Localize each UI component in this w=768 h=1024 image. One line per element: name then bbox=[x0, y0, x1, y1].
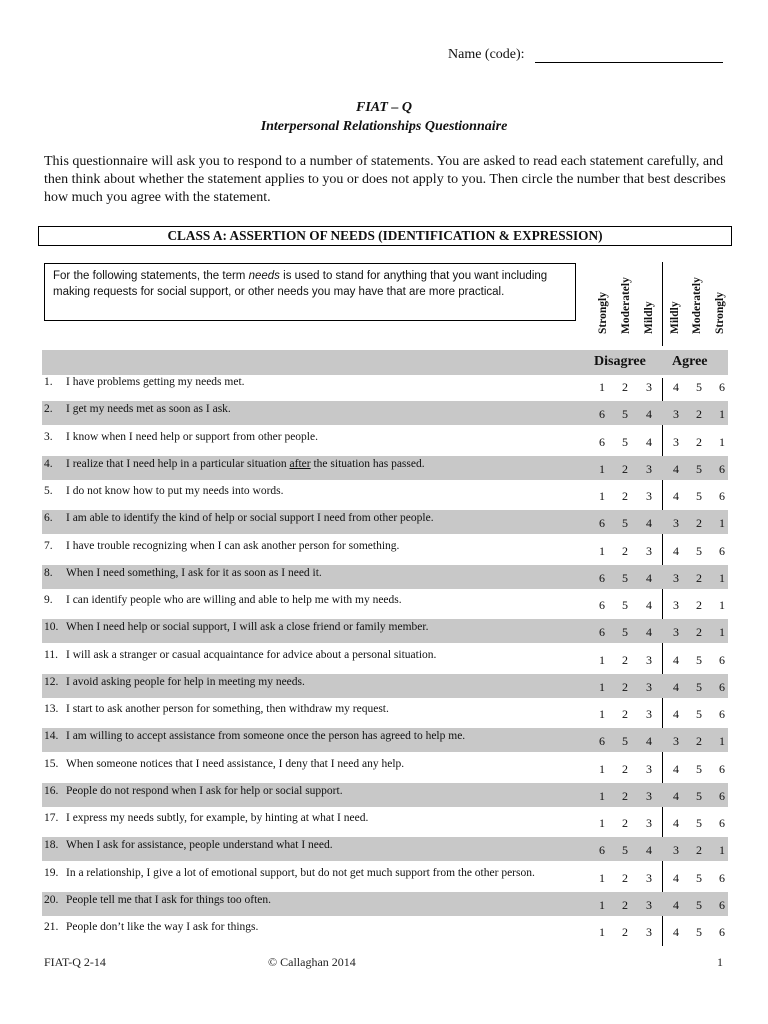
table-row bbox=[42, 538, 728, 562]
item-number: 7. bbox=[44, 539, 53, 552]
rating-option[interactable]: 4 bbox=[646, 516, 652, 531]
rating-option[interactable]: 2 bbox=[622, 652, 628, 667]
item-statement bbox=[44, 485, 284, 497]
rating-option[interactable]: 2 bbox=[696, 843, 702, 858]
table-row bbox=[42, 837, 728, 861]
rating-option[interactable]: 3 bbox=[673, 734, 679, 749]
rating-option[interactable]: 4 bbox=[673, 897, 679, 912]
rating-option[interactable]: 2 bbox=[622, 870, 628, 885]
rating-option[interactable]: 1 bbox=[599, 761, 605, 776]
table-row bbox=[42, 456, 728, 480]
table-row bbox=[42, 374, 728, 398]
rating-option[interactable]: 5 bbox=[622, 516, 628, 531]
rating-option[interactable]: 6 bbox=[719, 897, 725, 912]
rating-option[interactable]: 1 bbox=[719, 570, 725, 585]
rating-option[interactable]: 6 bbox=[599, 598, 605, 612]
item-text: I express my needs subtly, for example, by hinting at what I need. bbox=[66, 812, 369, 824]
rating-option[interactable]: 3 bbox=[673, 598, 679, 612]
rating-option[interactable]: 3 bbox=[646, 679, 652, 694]
rating-option[interactable]: 5 bbox=[696, 489, 702, 503]
rating-option[interactable]: 6 bbox=[599, 625, 605, 640]
name-code-label: Name (code): bbox=[448, 47, 525, 62]
item-text: I have problems getting my needs met. bbox=[66, 376, 245, 388]
rating-option[interactable]: 1 bbox=[599, 925, 605, 939]
rating-option[interactable]: 3 bbox=[673, 434, 679, 449]
rating-option[interactable]: 2 bbox=[622, 543, 628, 558]
rating-option[interactable]: 5 bbox=[696, 816, 702, 830]
rating-option[interactable]: 2 bbox=[622, 761, 628, 776]
item-text: I avoid asking people for help in meeting my needs. bbox=[66, 675, 305, 688]
table-row bbox=[42, 510, 728, 534]
rating-option[interactable]: 5 bbox=[696, 679, 702, 694]
agree-header: Agree bbox=[672, 354, 708, 369]
item-number: 17. bbox=[44, 812, 59, 824]
item-statement bbox=[44, 703, 389, 715]
footer-form-id: FIAT-Q 2-14 bbox=[44, 955, 106, 969]
item-text: I am willing to accept assistance from someone once the person has agreed to help me. bbox=[66, 730, 466, 743]
rating-option[interactable]: 6 bbox=[599, 516, 605, 531]
rating-option[interactable]: 2 bbox=[622, 679, 628, 694]
item-statement bbox=[44, 812, 368, 824]
item-number: 14. bbox=[44, 730, 59, 743]
rating-option[interactable]: 6 bbox=[719, 707, 725, 721]
rating-option[interactable]: 4 bbox=[673, 925, 679, 939]
item-number: 10. bbox=[44, 621, 59, 634]
item-statement bbox=[44, 431, 318, 443]
item-number: 16. bbox=[44, 784, 59, 797]
rating-option[interactable]: 4 bbox=[673, 652, 679, 667]
item-statement bbox=[44, 785, 343, 797]
item-statement bbox=[44, 567, 322, 579]
item-text: When I need help or social support, I will ask a close friend or family member. bbox=[66, 621, 429, 634]
item-statement bbox=[44, 594, 402, 606]
rating-option[interactable]: 6 bbox=[719, 925, 725, 939]
disagree-header: Disagree bbox=[594, 354, 646, 369]
rating-option[interactable]: 4 bbox=[673, 380, 679, 394]
rating-option[interactable]: 6 bbox=[719, 543, 725, 558]
section-title: CLASS A: ASSERTION OF NEEDS (IDENTIFICATION & EXPRESSION) bbox=[38, 226, 732, 246]
rating-option[interactable]: 5 bbox=[696, 543, 702, 558]
questionnaire-title: FIAT – Q bbox=[355, 100, 412, 115]
item-statement bbox=[44, 376, 245, 388]
rating-option[interactable]: 1 bbox=[719, 625, 725, 640]
item-text: When I need something, I ask for it as soon as I need it. bbox=[66, 566, 322, 579]
item-statement bbox=[44, 867, 535, 879]
rating-option[interactable]: 2 bbox=[622, 925, 628, 939]
table-row bbox=[42, 647, 728, 671]
rating-option[interactable]: 2 bbox=[696, 734, 702, 749]
rating-option[interactable]: 5 bbox=[622, 570, 628, 585]
rating-option[interactable]: 5 bbox=[696, 707, 702, 721]
rating-option[interactable]: 4 bbox=[646, 734, 652, 749]
rating-option[interactable]: 3 bbox=[673, 570, 679, 585]
item-number: 2. bbox=[44, 403, 53, 416]
rating-option[interactable]: 3 bbox=[646, 380, 652, 394]
rating-option[interactable]: 1 bbox=[599, 870, 605, 885]
item-text: When I ask for assistance, people understand what I need. bbox=[66, 839, 333, 852]
item-text: I do not know how to put my needs into words. bbox=[66, 485, 284, 497]
rating-option[interactable]: 6 bbox=[719, 788, 725, 803]
rating-option[interactable]: 6 bbox=[719, 870, 725, 885]
rating-option[interactable]: 4 bbox=[646, 570, 652, 585]
rating-option[interactable]: 5 bbox=[696, 380, 702, 394]
item-number: 12. bbox=[44, 675, 59, 688]
rating-option[interactable]: 4 bbox=[673, 761, 679, 776]
rating-option[interactable]: 5 bbox=[622, 734, 628, 749]
item-statement bbox=[44, 730, 465, 742]
rating-option[interactable]: 4 bbox=[646, 407, 652, 422]
rating-option[interactable]: 6 bbox=[719, 761, 725, 776]
item-number: 19. bbox=[44, 866, 59, 879]
rating-option[interactable]: 4 bbox=[673, 788, 679, 803]
rating-option[interactable]: 3 bbox=[646, 897, 652, 912]
table-row bbox=[42, 619, 728, 643]
rating-option[interactable]: 3 bbox=[646, 816, 652, 830]
page-number: 1 bbox=[717, 955, 723, 969]
table-row bbox=[42, 429, 728, 453]
table-row bbox=[42, 565, 728, 589]
rating-option[interactable]: 6 bbox=[719, 652, 725, 667]
rating-option[interactable]: 2 bbox=[622, 380, 628, 394]
item-number: 13. bbox=[44, 703, 59, 715]
item-statement bbox=[44, 458, 425, 470]
rating-option[interactable]: 3 bbox=[646, 652, 652, 667]
item-text: People do not respond when I ask for help or social support. bbox=[66, 784, 343, 797]
scale-label-moderately-disagree: Moderately bbox=[620, 277, 632, 334]
rating-option[interactable]: 1 bbox=[599, 707, 605, 721]
rating-option[interactable]: 5 bbox=[696, 870, 702, 885]
rating-option[interactable]: 2 bbox=[696, 625, 702, 640]
item-text: I am able to identify the kind of help or social support I need from other people. bbox=[66, 512, 434, 525]
rating-option[interactable]: 1 bbox=[719, 734, 725, 749]
rating-option[interactable]: 1 bbox=[599, 816, 605, 830]
table-row bbox=[42, 892, 728, 916]
table-row bbox=[42, 919, 728, 943]
rating-option[interactable]: 1 bbox=[599, 679, 605, 694]
rating-option[interactable]: 6 bbox=[599, 434, 605, 449]
item-statement bbox=[44, 540, 399, 552]
rating-option[interactable]: 1 bbox=[599, 380, 605, 394]
scale-label-strongly-agree: Strongly bbox=[714, 292, 726, 334]
rating-option[interactable]: 1 bbox=[719, 843, 725, 858]
table-row bbox=[42, 674, 728, 698]
scale-label-strongly-disagree: Strongly bbox=[597, 292, 609, 334]
table-row bbox=[42, 483, 728, 507]
item-text: People tell me that I ask for things too often. bbox=[66, 893, 272, 906]
needs-definition-box bbox=[44, 263, 576, 321]
item-number: 3. bbox=[44, 430, 53, 443]
item-number: 4. bbox=[44, 457, 53, 470]
rating-option[interactable]: 2 bbox=[622, 707, 628, 721]
rating-option[interactable]: 2 bbox=[696, 434, 702, 449]
rating-option[interactable]: 6 bbox=[719, 380, 725, 394]
rating-option[interactable]: 1 bbox=[599, 489, 605, 503]
rating-option[interactable]: 4 bbox=[673, 707, 679, 721]
item-statement bbox=[44, 758, 404, 770]
footer-copyright: © Callaghan 2014 bbox=[268, 955, 356, 969]
rating-option[interactable]: 4 bbox=[673, 543, 679, 558]
item-text: I start to ask another person for something, then withdraw my request. bbox=[66, 703, 389, 715]
rating-option[interactable]: 1 bbox=[719, 598, 725, 612]
scale-label-moderately-agree: Moderately bbox=[691, 277, 703, 334]
name-code-blank-line bbox=[535, 62, 723, 63]
rating-option[interactable]: 2 bbox=[696, 598, 702, 612]
item-number: 9. bbox=[44, 594, 53, 606]
rating-option[interactable]: 5 bbox=[696, 761, 702, 776]
rating-option[interactable]: 5 bbox=[622, 434, 628, 449]
table-row bbox=[42, 401, 728, 425]
table-row bbox=[42, 810, 728, 834]
item-number: 1. bbox=[44, 376, 53, 388]
item-text: I get my needs met as soon as I ask. bbox=[66, 403, 231, 416]
scale-label-mildly-agree: Mildly bbox=[669, 301, 681, 334]
rating-option[interactable]: 1 bbox=[599, 788, 605, 803]
rating-option[interactable]: 4 bbox=[646, 843, 652, 858]
item-text: I have trouble recognizing when I can ask another person for something. bbox=[66, 539, 400, 552]
rating-option[interactable]: 3 bbox=[646, 461, 652, 476]
rating-option[interactable]: 3 bbox=[673, 516, 679, 531]
item-statement bbox=[44, 403, 231, 415]
item-text: I can identify people who are willing and able to help me with my needs. bbox=[66, 594, 402, 606]
rating-option[interactable]: 6 bbox=[719, 816, 725, 830]
rating-option[interactable]: 4 bbox=[673, 489, 679, 503]
rating-option[interactable]: 4 bbox=[673, 461, 679, 476]
table-row bbox=[42, 783, 728, 807]
item-text: In a relationship, I give a lot of emotional support, but do not get much support from the other person. bbox=[66, 866, 535, 879]
rating-option[interactable]: 3 bbox=[646, 543, 652, 558]
rating-option[interactable]: 3 bbox=[673, 843, 679, 858]
rating-option[interactable]: 6 bbox=[599, 734, 605, 749]
rating-option[interactable]: 6 bbox=[599, 843, 605, 858]
item-text: I know when I need help or support from other people. bbox=[66, 430, 318, 443]
rating-option[interactable]: 1 bbox=[599, 897, 605, 912]
rating-option[interactable]: 6 bbox=[719, 489, 725, 503]
table-row bbox=[42, 756, 728, 780]
rating-option[interactable]: 3 bbox=[646, 489, 652, 503]
note-text-before: For the following statements, the term bbox=[53, 270, 249, 282]
table-row bbox=[42, 701, 728, 725]
rating-option[interactable]: 1 bbox=[719, 407, 725, 422]
rating-option[interactable]: 3 bbox=[673, 625, 679, 640]
rating-option[interactable]: 1 bbox=[719, 516, 725, 531]
questionnaire-subtitle: Interpersonal Relationships Questionnaire bbox=[260, 119, 508, 134]
rating-option[interactable]: 2 bbox=[622, 788, 628, 803]
rating-option[interactable]: 4 bbox=[646, 434, 652, 449]
note-term: needs bbox=[248, 270, 280, 282]
rating-option[interactable]: 1 bbox=[599, 652, 605, 667]
rating-option[interactable]: 6 bbox=[599, 407, 605, 422]
rating-option[interactable]: 3 bbox=[646, 870, 652, 885]
item-number: 20. bbox=[44, 893, 59, 906]
rating-option[interactable]: 5 bbox=[696, 652, 702, 667]
item-text: When someone notices that I need assistance, I deny that I need any help. bbox=[66, 757, 405, 770]
rating-option[interactable]: 3 bbox=[646, 761, 652, 776]
item-number: 21. bbox=[44, 921, 59, 933]
rating-option[interactable]: 2 bbox=[622, 897, 628, 912]
item-number: 18. bbox=[44, 839, 59, 852]
item-statement bbox=[44, 621, 428, 633]
table-row bbox=[42, 728, 728, 752]
item-text: People don’t like the way I ask for things. bbox=[66, 921, 259, 933]
rating-option[interactable]: 3 bbox=[646, 707, 652, 721]
rating-option[interactable]: 5 bbox=[622, 598, 628, 612]
rating-option[interactable]: 5 bbox=[696, 788, 702, 803]
item-number: 6. bbox=[44, 512, 53, 525]
rating-option[interactable]: 5 bbox=[622, 407, 628, 422]
item-text: I will ask a stranger or casual acquaintance for advice about a personal situation. bbox=[66, 648, 437, 661]
rating-option[interactable]: 2 bbox=[696, 570, 702, 585]
intro-paragraph: This questionnaire will ask you to respond to a number of statements. You are asked to read each statement carefully, and then think about whether the statement applies to you or does not apply to you. Then circle the number that best describes how much you agree with the statement. bbox=[44, 154, 726, 205]
rating-option[interactable]: 4 bbox=[673, 816, 679, 830]
rating-option[interactable]: 5 bbox=[622, 625, 628, 640]
item-statement bbox=[44, 921, 258, 933]
scale-divider-top bbox=[662, 262, 663, 346]
rating-option[interactable]: 6 bbox=[719, 461, 725, 476]
note-text-after: is used to stand for anything that you want including making requests for social support, or other needs you may have that are more practical. bbox=[53, 270, 548, 298]
item-number: 8. bbox=[44, 566, 53, 579]
rating-option[interactable]: 4 bbox=[673, 679, 679, 694]
rating-option[interactable]: 2 bbox=[696, 516, 702, 531]
rating-option[interactable]: 4 bbox=[646, 598, 652, 612]
item-statement bbox=[44, 839, 333, 851]
rating-option[interactable]: 1 bbox=[599, 543, 605, 558]
scale-label-mildly-disagree: Mildly bbox=[643, 301, 655, 334]
item-statement bbox=[44, 512, 434, 524]
rating-option[interactable]: 1 bbox=[719, 434, 725, 449]
rating-option[interactable]: 2 bbox=[622, 816, 628, 830]
item-number: 5. bbox=[44, 485, 53, 497]
rating-option[interactable]: 6 bbox=[599, 570, 605, 585]
rating-option[interactable]: 3 bbox=[673, 407, 679, 422]
item-statement bbox=[44, 649, 436, 661]
rating-option[interactable]: 3 bbox=[646, 925, 652, 939]
rating-option[interactable]: 5 bbox=[622, 843, 628, 858]
item-number: 11. bbox=[44, 648, 58, 661]
rating-option[interactable]: 5 bbox=[696, 925, 702, 939]
rating-option[interactable]: 5 bbox=[696, 461, 702, 476]
item-text: I realize that I need help in a particular situation after the situation has passed. bbox=[66, 457, 425, 470]
table-row bbox=[42, 592, 728, 616]
rating-option[interactable]: 1 bbox=[599, 461, 605, 476]
item-statement bbox=[44, 894, 271, 906]
rating-option[interactable]: 2 bbox=[622, 489, 628, 503]
item-number: 15. bbox=[44, 757, 59, 770]
rating-option[interactable]: 4 bbox=[646, 625, 652, 640]
rating-option[interactable]: 2 bbox=[696, 407, 702, 422]
item-statement bbox=[44, 676, 305, 688]
table-row bbox=[42, 865, 728, 889]
rating-option[interactable]: 2 bbox=[622, 461, 628, 476]
rating-option[interactable]: 3 bbox=[646, 788, 652, 803]
rating-option[interactable]: 5 bbox=[696, 897, 702, 912]
rating-option[interactable]: 4 bbox=[673, 870, 679, 885]
rating-option[interactable]: 6 bbox=[719, 679, 725, 694]
